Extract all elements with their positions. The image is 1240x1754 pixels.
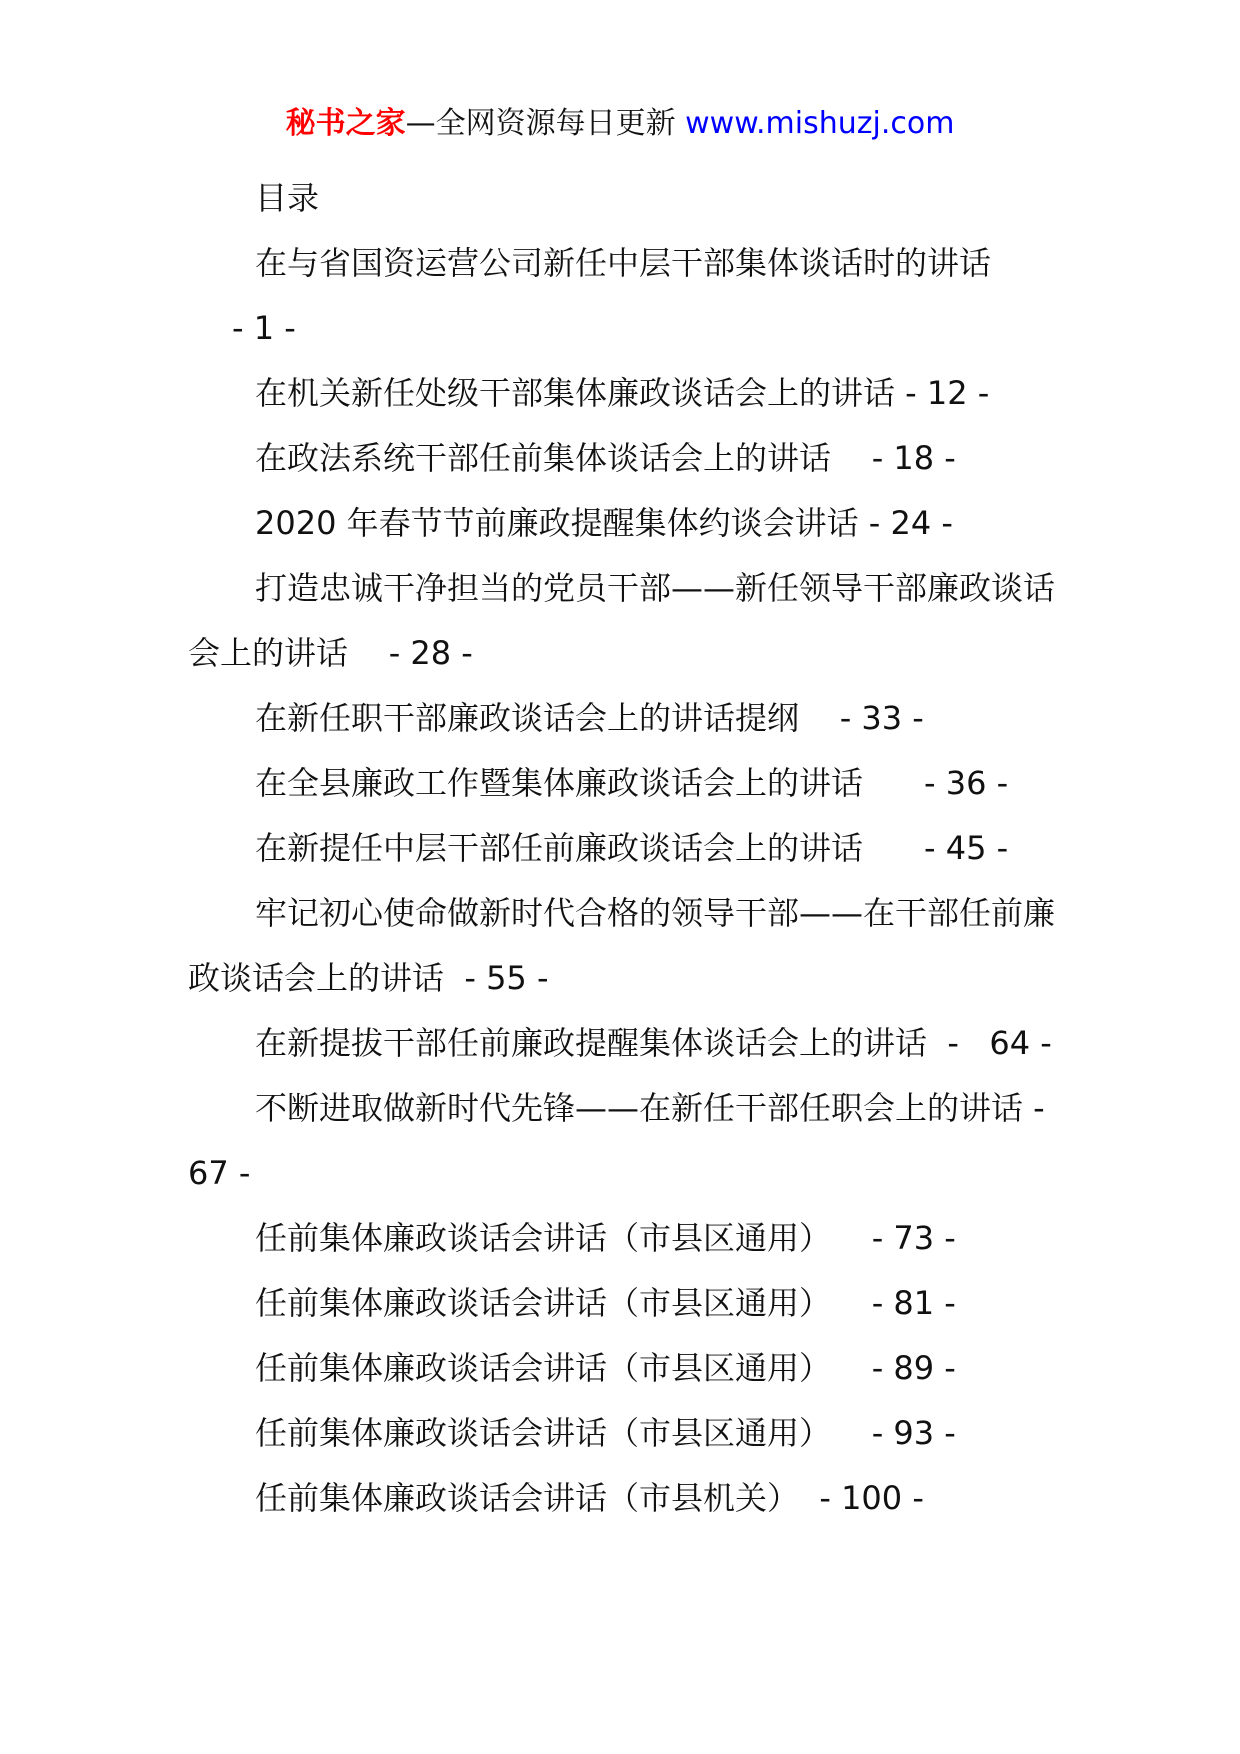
toc-entry: 在新提拔干部任前廉政提醒集体谈话会上的讲话 - 64 - (255, 1024, 1052, 1062)
site-brand: 秘书之家 (285, 106, 406, 141)
toc-entry: 在新任职干部廉政谈话会上的讲话提纲 - 33 - (255, 699, 924, 737)
toc-entry: 任前集体廉政谈话会讲话（市县区通用） - 73 - (255, 1219, 956, 1257)
toc-entry: 打造忠诚干净担当的党员干部——新任领导干部廉政谈话会上的讲话 - 28 - (188, 569, 1056, 672)
site-header (0, 100, 1240, 148)
site-url-link[interactable]: www.mishuzj.com (685, 106, 955, 141)
toc-entry: 2020 年春节节前廉政提醒集体约谈会讲话 - 24 - (255, 504, 953, 542)
table-of-contents (188, 166, 1058, 1531)
toc-entry: 任前集体廉政谈话会讲话（市县区通用） - 81 - (255, 1284, 956, 1322)
toc-entry: 在新提任中层干部任前廉政谈话会上的讲话 - 45 - (255, 829, 1009, 867)
toc-entry: 任前集体廉政谈话会讲话（市县区通用） - 93 - (255, 1414, 956, 1452)
toc-entry: 牢记初心使命做新时代合格的领导干部——在干部任前廉政谈话会上的讲话 - 55 - (188, 894, 1056, 997)
toc-title: 目录 (255, 179, 320, 217)
toc-entry: 在机关新任处级干部集体廉政谈话会上的讲话 - 12 - (255, 374, 990, 412)
toc-entry: 在政法系统干部任前集体谈话会上的讲话 - 18 - (255, 439, 956, 477)
toc-entry: 不断进取做新时代先锋——在新任干部任职会上的讲话 - 67 - (188, 1089, 1055, 1192)
toc-entry: 任前集体廉政谈话会讲话（市县区通用） - 89 - (255, 1349, 956, 1387)
toc-entry: 任前集体廉政谈话会讲话（市县机关） - 100 - (255, 1479, 924, 1517)
toc-entry: 在全县廉政工作暨集体廉政谈话会上的讲话 - 36 - (255, 764, 1009, 802)
site-tagline: —全网资源每日更新 (405, 106, 686, 141)
toc-entry: 在与省国资运营公司新任中层干部集体谈话时的讲话 (255, 244, 992, 282)
toc-entry-page: - 1 - (232, 309, 296, 347)
